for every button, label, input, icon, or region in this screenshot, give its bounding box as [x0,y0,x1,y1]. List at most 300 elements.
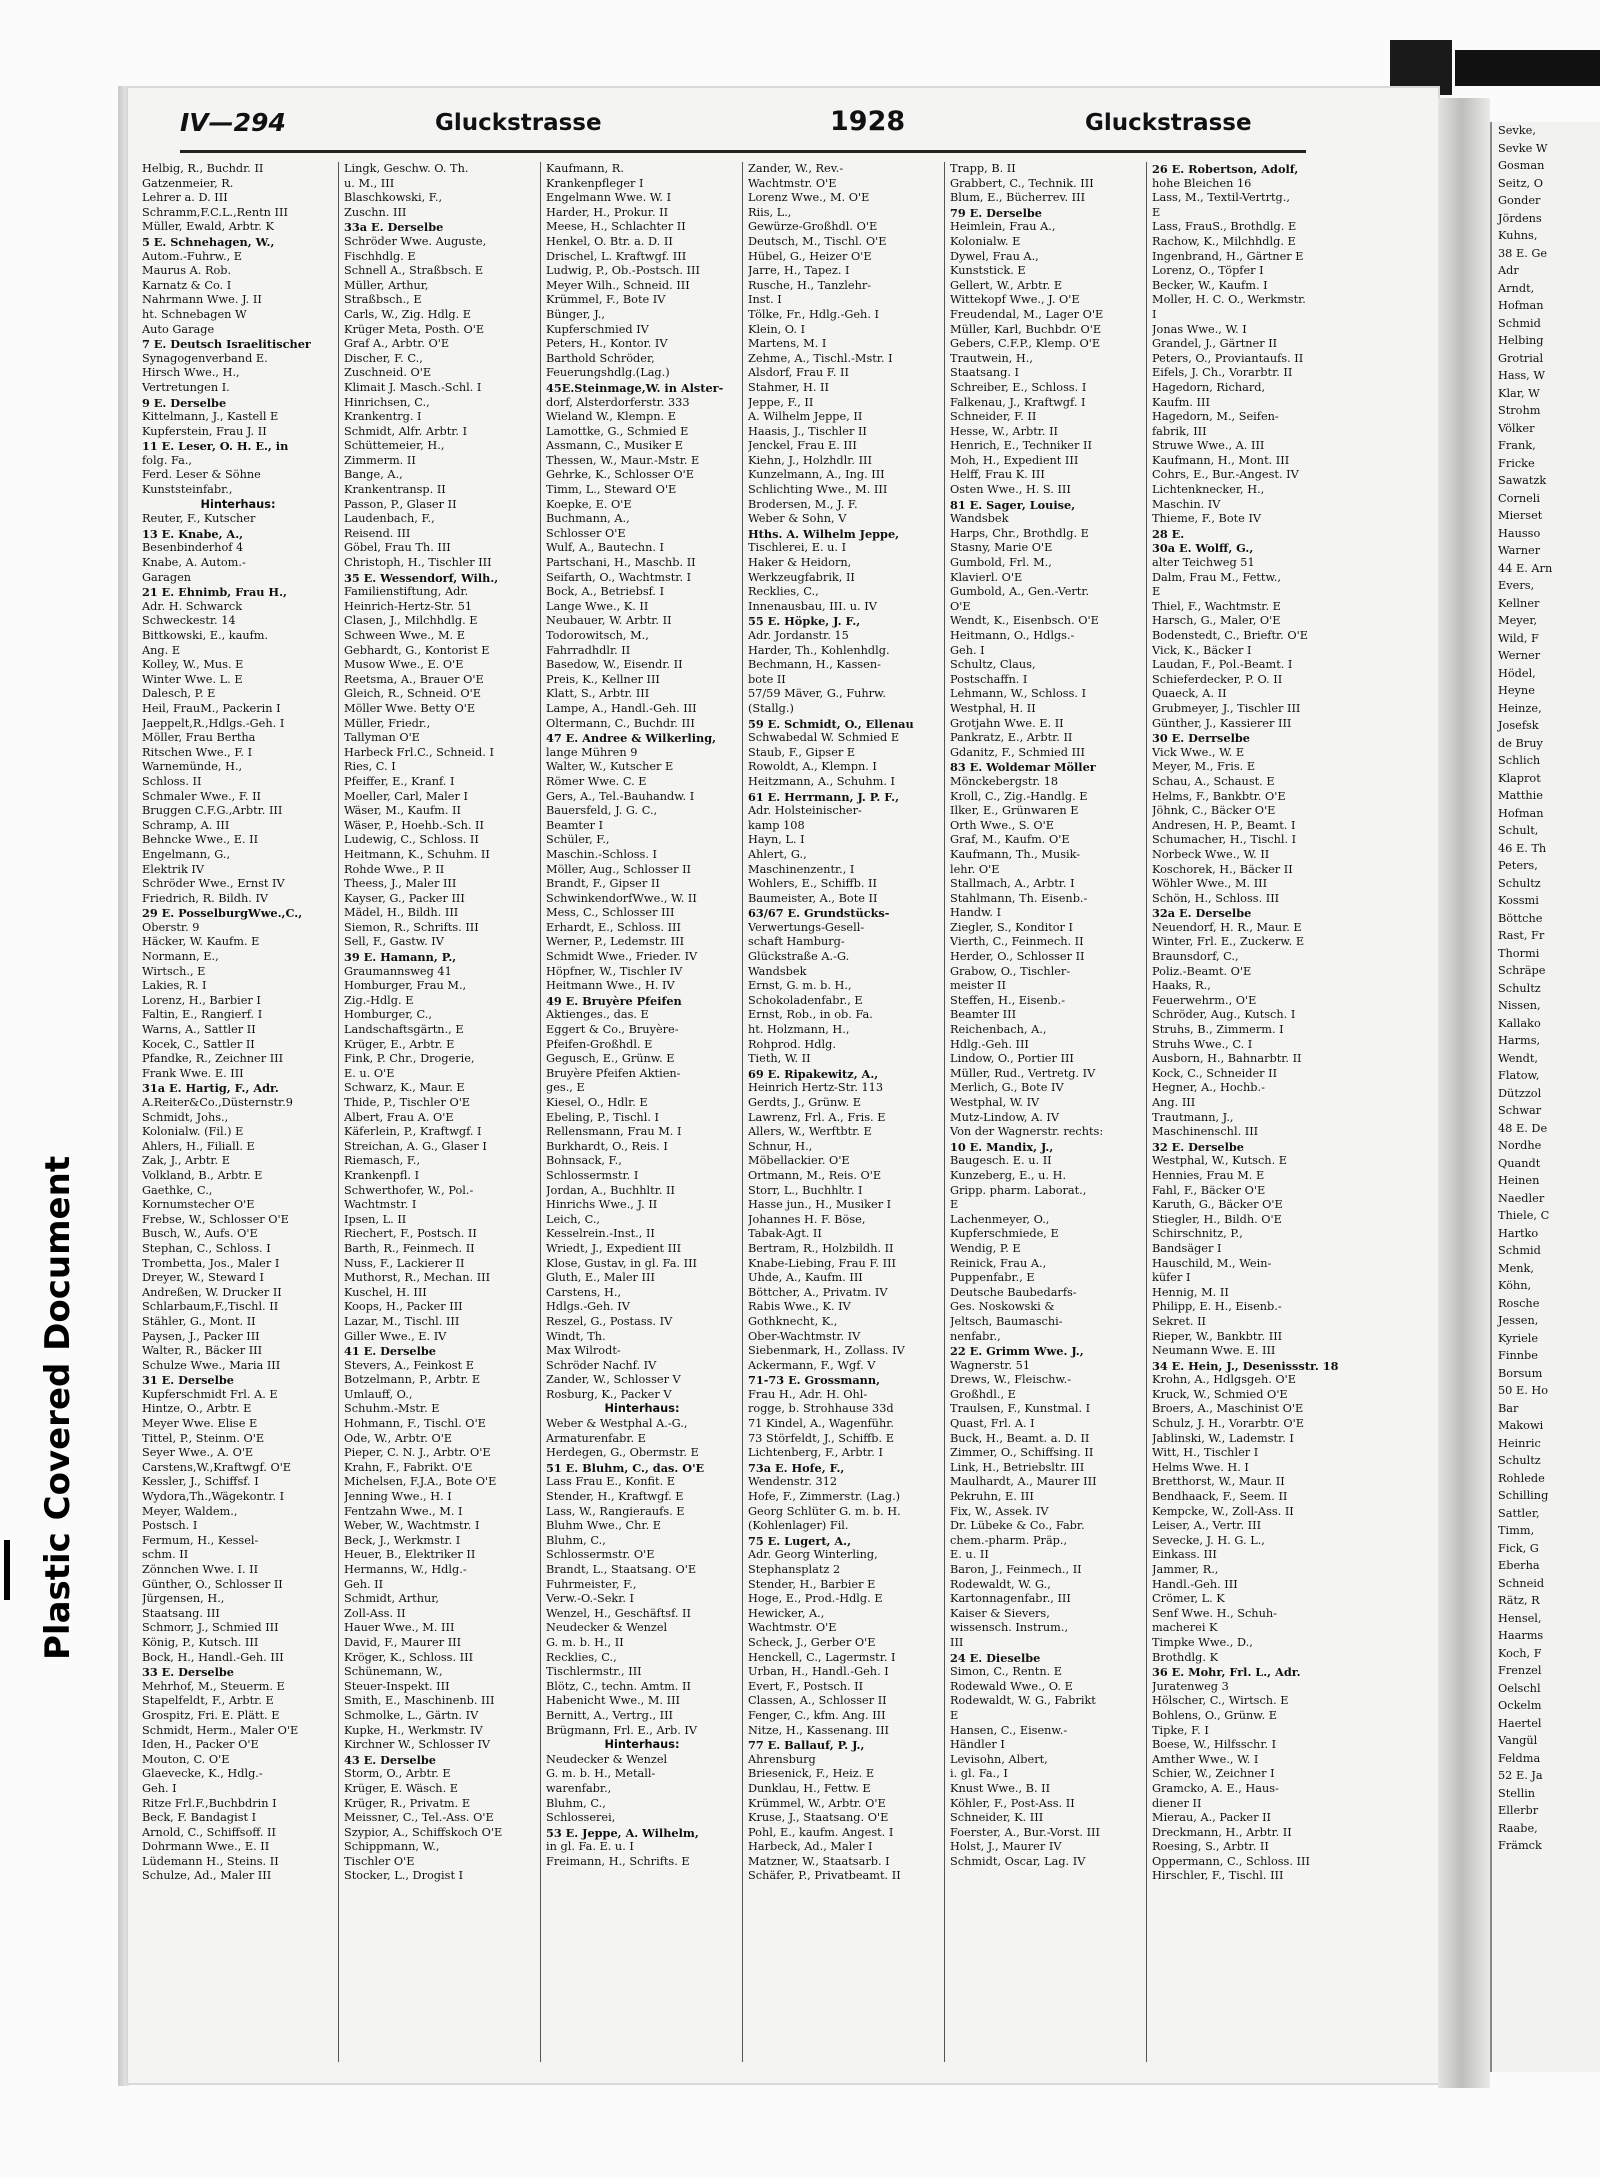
adjacent-entry: Schwar [1498,1104,1542,1117]
directory-entry: Classen, A., Schlosser II [748,1694,887,1708]
directory-entry: Juratenweg 3 [1152,1679,1229,1693]
directory-entry: Gluth, E., Maler III [546,1271,655,1285]
directory-entry: Lichtenberg, F., Arbtr. I [748,1446,883,1460]
directory-entry: Meyer, M., Fris. E [1152,760,1256,774]
directory-entry: Jonas Wwe., W. I [1152,322,1247,336]
directory-entry: Jablinski, W., Lademstr. I [1152,1431,1294,1445]
directory-entry: Wohlers, E., Schiffb. II [748,877,877,891]
adjacent-entry: Josefsk [1498,719,1539,732]
directory-entry: Rabis Wwe., K. IV [748,1300,851,1314]
directory-entry: Brodersen, M., J. F. [748,497,858,511]
directory-entry: Drews, W., Fleischw.- [950,1373,1072,1387]
directory-entry: Kunststeinfabr., [142,483,233,497]
directory-entry: Synagogenverband E. [142,351,268,365]
directory-entry: E [1152,205,1161,219]
directory-entry: Albert, Frau A. O'E [344,1110,454,1124]
directory-entry: Senf Wwe. H., Schuh- [1152,1606,1277,1620]
directory-entry: i. gl. Fa., I [950,1767,1008,1781]
directory-entry: Botzelmann, P., Arbtr. E [344,1373,481,1387]
directory-entry: Hansen, C., Eisenw.- [950,1723,1068,1737]
directory-entry: Andresen, H. P., Beamt. I [1152,818,1296,832]
adjacent-entry: Harms, [1498,1034,1541,1047]
directory-entry: Fenger, C., kfm. Ang. III [748,1708,886,1722]
directory-entry: Schlossermstr. I [546,1168,639,1182]
directory-entry: 34 E. Hein, J., Desenissstr. 18 [1152,1358,1339,1373]
directory-entry: Siemon, R., Schrifts. III [344,920,479,934]
directory-entry: Garagen [142,570,192,584]
directory-entry: Schwarz, K., Maur. E [344,1081,465,1095]
directory-entry: Szypior, A., Schiffskoch O'E [344,1825,503,1839]
directory-entry: in gl. Fa. E. u. I [546,1840,634,1854]
directory-entry: Zak, J., Arbtr. E [142,1154,230,1168]
directory-entry: Wäser, M., Kaufm. II [344,804,461,818]
directory-entry: 75 E. Lugert, A., [748,1533,852,1548]
directory-entry: Kornumstecher O'E [142,1198,255,1212]
directory-entry: Lakies, R. I [142,979,207,993]
directory-entry: Tallyman O'E [344,731,420,745]
directory-entry: Schlosserei, [546,1811,616,1825]
directory-entry: Hauschild, M., Wein- [1152,1256,1272,1270]
directory-entry: Ang. E [142,643,181,657]
directory-entry: Blaschkowski, F., [344,191,443,205]
directory-entry: Hths. A. Wilhelm Jeppe, [748,526,900,541]
adjacent-entry: Gonder [1498,194,1541,207]
adjacent-entry: Heinze, [1498,701,1542,715]
directory-entry: Trombetta, Jos., Maler I [142,1256,280,1270]
directory-entry: Trautmann, J., [1152,1110,1234,1124]
directory-entry: Simon, C., Rentn. E [950,1665,1063,1679]
adjacent-entry: Raabe, [1498,1821,1538,1835]
directory-entry: Beck, F. Bandagist I [142,1811,257,1825]
adjacent-entry: Wild, F [1498,631,1539,645]
directory-entry: Hewicker, A., [748,1606,825,1620]
adjacent-entry: Klaprot [1498,771,1541,785]
directory-entry: Lindow, O., Portier III [950,1052,1074,1066]
column-divider [742,162,743,2062]
directory-entry: Lange Wwe., K. II [546,599,649,613]
adjacent-entry: Rast, Fr [1498,929,1545,942]
directory-entry: Grotjahn Wwe. E. II [950,716,1064,730]
adjacent-entry: Schilling [1498,1489,1549,1502]
directory-entry: Gleich, R., Schneid. O'E [344,687,481,701]
adjacent-entry: Schult, [1498,824,1539,837]
directory-entry: Witt, H., Tischler I [1152,1446,1259,1460]
directory-entry: Steffen, H., Eisenb.- [950,993,1066,1007]
directory-entry: Hennig, M. II [1152,1285,1229,1299]
directory-entry: Bluhm Wwe., Chr. E [546,1519,662,1533]
directory-entry: 53 E. Jeppe, A. Wilhelm, [546,1825,699,1840]
directory-entry: Gehrke, K., Schlosser O'E [546,468,694,482]
directory-entry: Mierau, A., Packer II [1152,1811,1271,1825]
adjacent-entry: Mierset [1498,509,1543,522]
directory-entry: Müller, Arthur, [344,278,429,292]
directory-entry: Barth, R., Feinmech. II [344,1241,475,1255]
adjacent-entry: Warner [1498,544,1541,557]
directory-entry: Rohprod. Hdlg. [748,1037,836,1051]
directory-entry: Bauersfeld, J. G. C., [546,804,658,818]
directory-entry: Ernst, G. m. b. H., [748,979,852,993]
directory-entry: E [950,1198,959,1212]
directory-entry: Pankratz, E., Arbtr. II [950,731,1073,745]
directory-entry: Mehrhof, M., Steuerm. E [142,1679,285,1693]
page-header [180,106,1310,148]
directory-entry: Lehrer a. D. III [142,191,228,205]
directory-entry: Wulf, A., Bautechn. I [546,541,664,555]
directory-entry: Warnemünde, H., [142,760,243,774]
directory-entry: Bange, A., [344,468,403,482]
directory-entry: Bechmann, H., Kassen- [748,658,881,672]
street-name-right: Gluckstrasse [1085,110,1252,136]
directory-entry: Gebers, C.F.P., Klemp. O'E [950,337,1101,351]
directory-entry: Carstens,W.,Kraftwgf. O'E [142,1460,292,1474]
directory-entry: Neumann Wwe. E. III [1152,1344,1276,1358]
directory-entry: Reisend. III [344,526,411,540]
directory-entry: Möller, Frau Bertha [142,731,256,745]
directory-entry: Thide, P., Tischler O'E [344,1096,471,1109]
directory-entry: Henrich, E., Techniker II [950,439,1092,453]
directory-entry: Schlichting Wwe., M. III [748,483,888,497]
adjacent-entry: Hofman [1498,806,1544,820]
directory-entry: Vick Wwe., W. E [1152,745,1245,759]
directory-entry: Schwerthofer, W., Pol.- [344,1183,474,1197]
directory-entry: Hinrichs Wwe., J. II [546,1198,658,1212]
directory-entry: Kunststick. E [950,264,1026,278]
directory-entry: Hegner, A., Hochb.- [1152,1081,1265,1095]
directory-entry: Neudecker & Wenzel [546,1752,668,1766]
directory-entry: 59 E. Schmidt, O., Ellenau [748,716,914,731]
directory-entry: Koepke, E. O'E [546,497,632,511]
directory-entry: Klimait J. Masch.-Schl. I [344,380,482,394]
directory-entry: Foerster, A., Bur.-Vorst. III [950,1825,1100,1839]
directory-entry: Häcker, W. Kaufm. E [142,935,260,949]
directory-entry: Norbeck Wwe., W. II [1152,847,1270,861]
directory-entry: Timm, L., Steward O'E [546,483,677,497]
directory-entry: Dalesch, P. E [142,687,216,701]
directory-entry: Urban, H., Handl.-Geh. I [748,1665,889,1679]
directory-entry: Schieferdecker, P. O. II [1152,672,1283,686]
scan-shadow-top [1390,40,1452,95]
directory-entry: Wagnerstr. 51 [950,1358,1031,1372]
directory-entry: nenfabr., [950,1329,1001,1343]
directory-entry: Krankenpfleger I [546,176,644,190]
directory-entry: Dunklau, H., Fettw. E [748,1781,871,1795]
directory-entry: Kock, C., Schneider II [1152,1066,1278,1080]
directory-entry: Kolonialw. (Fil.) E [142,1125,244,1139]
directory-entry: Trapp, B. II [950,162,1016,175]
directory-entry: rogge, b. Strohhause 33d [748,1402,894,1416]
directory-entry: Max Wilrodt- [546,1344,621,1358]
directory-entry: Faltin, E., Rangierf. I [142,1008,263,1022]
directory-entry: Muthorst, R., Mechan. III [344,1271,491,1285]
adjacent-entry: Böttche [1498,911,1543,925]
directory-entry: Hennies, Frau M. E [1152,1168,1265,1182]
directory-entry: Schippmann, W., [344,1840,440,1854]
directory-entry: Mess, C., Schlosser III [546,906,675,920]
directory-entry: Gripp. pharm. Laborat., [950,1183,1087,1197]
directory-entry: Heinrich Hertz-Str. 113 [748,1081,884,1095]
adjacent-entry: 46 E. Th [1498,841,1547,855]
directory-entry: Bruggen C.F.G.,Arbtr. III [142,804,283,818]
directory-entry: 51 E. Bluhm, C., das. O'E [546,1460,705,1475]
directory-entry: Kocek, C., Sattler II [142,1037,255,1051]
directory-entry: Steuer-Inspekt. III [344,1679,450,1693]
directory-entry: Lingk, Geschw. O. Th. [344,162,469,175]
directory-entry: Thieme, F., Bote IV [1152,512,1262,526]
directory-entry: Jöhnk, C., Bäcker O'E [1152,804,1276,818]
directory-entry: Dreckmann, H., Arbtr. II [1152,1825,1292,1839]
directory-entry: Vick, K., Bäcker I [1152,643,1252,657]
directory-entry: 77 E. Ballauf, P. J., [748,1738,865,1753]
directory-entry: Baumeister, A., Bote II [748,891,878,905]
section-heading: Hinterhaus: [604,1738,680,1752]
directory-entry: Großhdl., E [950,1387,1016,1401]
directory-entry: Krankentransp. II [344,483,446,497]
directory-entry: Kaiser & Sievers, [950,1606,1050,1620]
directory-entry: Adr. Holsteinischer- [748,804,862,818]
directory-entry: Andreßen, W. Drucker II [142,1285,282,1299]
directory-entry: Ebeling, P., Tischl. I [546,1110,659,1124]
directory-entry: Boese, W., Hilfsschr. I [1152,1738,1277,1752]
directory-entry: Römer Wwe. C. E [546,774,647,788]
directory-entry: Lüdemann H., Steins. II [142,1854,279,1868]
directory-entry: I [1152,307,1157,321]
directory-entry: E [950,1708,959,1722]
directory-entry: Seyer Wwe., A. O'E [142,1446,254,1460]
directory-entry: Rellensmann, Frau M. I [546,1125,682,1139]
directory-entry: Elektrik IV [142,862,205,876]
adjacent-entry: Ockelm [1498,1699,1542,1712]
directory-entry: Deutsche Baubedarfs- [950,1285,1077,1299]
directory-entry: Lorenz, O., Töpfer I [1152,264,1264,278]
directory-entry: Helms, F., Bankbtr. O'E [1152,789,1286,803]
directory-entry: Sevecke, J. H. G. L., [1152,1533,1265,1547]
directory-entry: Kuschel, H. III [344,1285,427,1299]
directory-entry: Wriedt, J., Expedient III [546,1241,682,1255]
directory-entry: Busch, W., Aufs. O'E [142,1227,258,1241]
directory-entry: III [950,1635,964,1649]
directory-entry: 61 E. Herrmann, J. P. F., [748,789,900,804]
directory-entry: Streichan, A. G., Glaser I [344,1139,487,1153]
section-heading: Hinterhaus: [604,1402,680,1416]
adjacent-entry: Arndt, [1498,281,1535,295]
adjacent-entry: Thiele, C [1498,1209,1550,1222]
adjacent-entry: 52 E. Ja [1498,1769,1543,1782]
directory-entry: Gumbold, Frl. M., [950,556,1052,570]
directory-entry: Feuerungshdlg.(Lag.) [546,366,670,380]
directory-entry: Bendhaack, F., Seem. II [1152,1490,1288,1504]
directory-entry: Höpfner, W., Tischler IV [546,964,683,978]
directory-entry: Adr. Jordanstr. 15 [748,629,849,642]
directory-entry: Stevers, A., Feinkost E [344,1358,474,1372]
adjacent-entry: Fricke [1498,456,1535,470]
directory-entry: 11 E. Leser, O. H. E., in [142,439,289,454]
directory-entry: 10 E. Mandix, J., [950,1139,1054,1154]
directory-entry: Kupferschmiede, E [950,1227,1059,1241]
directory-entry: Zoll-Ass. II [344,1606,406,1620]
directory-entry: Lorenz Wwe., M. O'E [748,191,870,205]
directory-entry: Uhde, A., Kaufm. III [748,1271,863,1285]
directory-entry: Möller, Aug., Schlosser II [546,862,692,876]
directory-entry: Schröder Nachf. IV [546,1358,657,1372]
adjacent-entry: Sawatzk [1498,474,1547,487]
directory-entry: Stapelfeldt, F., Arbtr. E [142,1694,274,1708]
directory-entry: Familienstiftung, Adr. [344,585,469,599]
directory-entry: Maschin.-Schloss. I [546,847,657,861]
column-1 [142,162,334,2062]
directory-entry: 63/67 E. Grundstücks- [748,906,890,921]
directory-entry: Giller Wwe., E. IV [344,1329,447,1343]
directory-entry: Beamter I [546,818,604,832]
directory-entry: Beamter III [950,1008,1017,1022]
directory-entry: Landschaftsgärtn., E [344,1023,464,1037]
adjacent-entry: Schräpe [1498,964,1546,977]
directory-entry: Geh. II [344,1577,384,1591]
directory-entry: SchwinkendorfWwe., W. II [546,891,697,905]
directory-entry: Ingenbrand, H., Gärtner E [1152,249,1304,263]
directory-entry: Lehmann, W., Schloss. I [950,687,1087,701]
directory-entry: Johannes H. F. Böse, [748,1212,866,1226]
directory-entry: Lass, M., Textil-Vertrtg., [1152,191,1290,205]
directory-entry: Harder, H., Prokur. II [546,205,669,219]
directory-entry: Lazar, M., Tischl. III [344,1314,460,1328]
directory-entry: Heinrich-Hertz-Str. 51 [344,599,473,613]
directory-entry: 13 E. Knabe, A., [142,526,244,541]
directory-entry: Krümmel, W., Arbtr. O'E [748,1796,886,1810]
directory-entry: Schnur, H., [748,1139,813,1153]
directory-entry: Heitmann, K., Schuhm. II [344,847,490,861]
adjacent-entry: 48 E. De [1498,1121,1548,1135]
directory-entry: Einkass. III [1152,1548,1217,1562]
directory-entry: Volkland, B., Arbtr. E [142,1168,263,1182]
directory-entry: Werkzeugfabrik, II [748,570,855,584]
directory-entry: Fentzahn Wwe., M. I [344,1504,463,1518]
directory-entry: Reszel, G., Postass. IV [546,1314,673,1328]
adjacent-entry: Dützzol [1498,1086,1542,1100]
directory-entry: Tischlermstr., III [546,1665,642,1679]
directory-entry: Falkenau, J., Kraftwgf. I [950,395,1086,409]
adjacent-entry: Sattler, [1498,1506,1540,1520]
directory-entry: Von der Wagnerstr. rechts: [950,1125,1104,1139]
directory-entry: Tittel, P., Steinm. O'E [142,1431,265,1445]
directory-entry: Grabbert, C., Technik. III [950,176,1094,190]
directory-entry: Jürgensen, H., [142,1592,225,1606]
directory-entry: Clasen, J., Milchhdlg. E [344,614,478,628]
directory-entry: Heitmann Wwe., H. IV [546,979,675,993]
directory-entry: Hintze, O., Arbtr. E [142,1402,252,1416]
directory-entry: Zuschn. III [344,205,407,219]
directory-entry: Klose, Gustav, in gl. Fa. III [546,1256,697,1270]
directory-entry: Mouton, C. O'E [142,1752,230,1766]
directory-entry: Ziegler, S., Konditor I [950,920,1073,934]
directory-entry: Osten Wwe., H. S. III [950,483,1071,497]
directory-entry: Ipsen, L. II [344,1212,407,1226]
directory-entry: Wachtmstr. I [344,1198,417,1212]
directory-entry: Stasny, Marie O'E [950,541,1053,555]
directory-entry: ht. Schnebagen W [142,307,247,321]
directory-entry: Meyer Wwe. Elise E [142,1417,258,1431]
directory-entry: Verw.-O.-Sekr. I [546,1592,635,1606]
directory-entry: Postsch. I [142,1519,198,1533]
directory-entry: Meissner, C., Tel.-Ass. O'E [344,1811,494,1825]
directory-entry: E. u. O'E [344,1066,395,1080]
directory-entry: E [1152,585,1161,599]
directory-entry: Wydora,Th.,Wägekontr. I [142,1490,285,1504]
directory-entry: Leiser, A., Vertr. III [1152,1519,1262,1533]
directory-entry: Kiesel, O., Hdlr. E [546,1096,648,1109]
directory-entry: 32 E. Derselbe [1152,1139,1244,1154]
directory-entry: Meese, H., Schlachter II [546,220,686,234]
adjacent-entry: Naedler [1498,1191,1545,1205]
adjacent-entry: Sevke W [1498,141,1548,155]
directory-entry: Grabow, O., Tischler- [950,964,1071,978]
adjacent-entry: Klar, W [1498,386,1540,400]
directory-entry: 79 E. Derselbe [950,205,1042,220]
directory-entry: Knabe, A. Autom.- [142,556,246,570]
directory-entry: Glückstraße A.-G. [748,950,850,964]
adjacent-entry: Menk, [1498,1261,1534,1275]
directory-entry: Graf A., Arbtr. O'E [344,337,450,351]
directory-entry: Autom.-Fuhrw., E [142,249,243,263]
directory-entry: 26 E. Robertson, Adolf, [1152,162,1299,176]
directory-entry: kamp 108 [748,818,805,832]
directory-entry: Tipke, F. I [1152,1723,1209,1737]
directory-entry: Jaeppelt,R.,Hdlgs.-Geh. I [142,716,285,730]
directory-entry: Lass Frau E., Konfit. E [546,1475,675,1489]
directory-entry: Adr. Georg Winterling, [748,1548,878,1562]
adjacent-entry: 44 E. Arn [1498,561,1553,575]
directory-entry: Theess, J., Maler III [344,877,457,891]
directory-entry: Kayser, G., Packer III [344,891,465,905]
directory-entry: Gers, A., Tel.-Bauhandw. I [546,789,695,803]
directory-entry: Kruck, W., Schmied O'E [1152,1387,1288,1401]
directory-entry: Rodewald Wwe., O. E [950,1679,1073,1693]
directory-entry: Schramp, A. III [142,818,230,832]
directory-entry: Karnatz & Co. I [142,278,232,292]
directory-entry: Storm, O., Arbtr. E [344,1767,451,1781]
adjacent-entry: Corneli [1498,491,1541,505]
directory-entry: Hdlg.-Geh. III [950,1037,1029,1051]
directory-entry: Stiegler, H., Bildh. O'E [1152,1212,1282,1226]
directory-entry: Preis, K., Kellner III [546,672,660,686]
directory-entry: Normann, E., [142,950,219,964]
directory-entry: Feuerwehrm., O'E [1152,993,1257,1007]
directory-entry: Peters, H., Kontor. IV [546,337,668,351]
directory-entry: Wendig, P. E [950,1241,1021,1255]
directory-entry: Müller, Friedr., [344,716,431,730]
directory-entry: Heitzmann, A., Schuhm. I [748,774,896,788]
adjacent-entry: Rohlede [1498,1471,1545,1485]
directory-entry: Schneider, K. III [950,1811,1044,1825]
directory-entry: Zuschneid. O'E [344,366,432,380]
directory-entry: Fuhrmeister, F., [546,1577,637,1591]
directory-entry: 7 E. Deutsch Israelitischer [142,337,311,352]
directory-entry: Heimlein, Frau A., [950,220,1056,234]
directory-entry: Gramcko, A. E., Haus- [1152,1781,1279,1795]
directory-entry: Müller, Karl, Buchbdr. O'E [950,322,1102,336]
directory-entry: Moh, H., Expedient III [950,453,1079,467]
directory-entry: 69 E. Ripakewitz, A., [748,1066,879,1081]
directory-entry: Recklies, C., [748,585,819,599]
directory-entry: Schmidt Wwe., Frieder. IV [546,950,698,964]
directory-entry: meister II [950,979,1006,993]
adjacent-entry: Haertel [1498,1716,1542,1730]
directory-entry: Lichtenknecker, H., [1152,483,1265,497]
directory-entry: Bluhm, C., [546,1796,606,1810]
directory-entry: Hesse, W., Arbtr. II [950,424,1059,438]
directory-entry: Vertretungen I. [142,380,230,394]
directory-entry: Engelmann, G., [142,847,231,861]
directory-entry: O'E [950,599,971,613]
